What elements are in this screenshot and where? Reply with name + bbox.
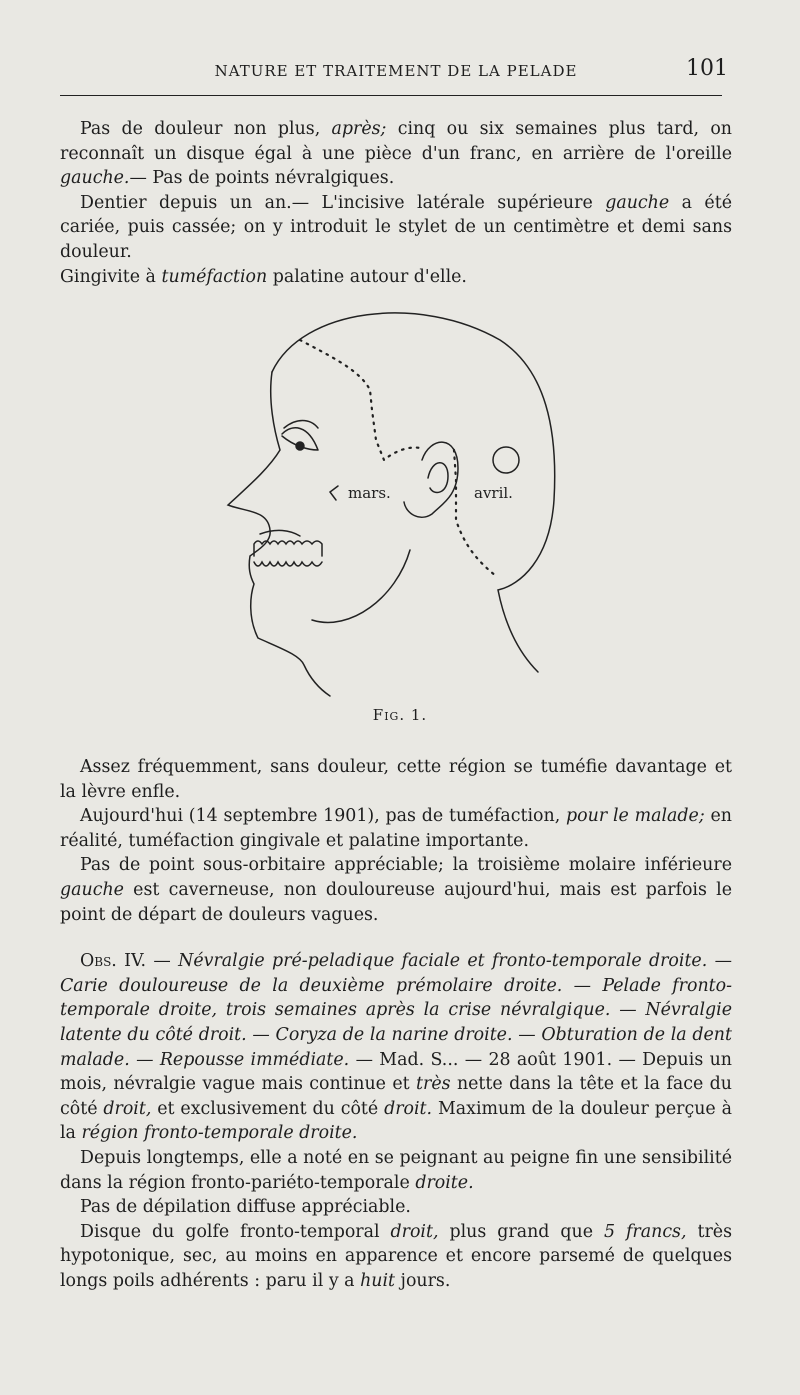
text-run: Pas de point sous-orbitaire appréciable; la troisième molaire inférieure [80,855,732,876]
text-run: et exclusivement du côté [151,1098,385,1119]
text-run: Maximum de la douleur perçue à la [60,1098,732,1144]
italic-run: droite. [415,1172,474,1193]
italic-run: région fronto-temporale droite. [81,1123,358,1144]
italic-run: droit, [103,1098,152,1119]
paragraph [60,804,732,853]
text-run: cinq ou six semaines plus tard, on reconnaît un disque égal à une pièce d'un franc, en arrière de l'oreille [60,119,732,164]
paragraph [60,191,732,265]
paragraph [60,1220,732,1294]
text-run: — [146,951,179,972]
page-number: 101 [686,56,728,81]
obs-label: Obs. IV. [80,951,147,972]
text-run: Pas de douleur non plus, [80,119,332,139]
paragraph [60,853,732,927]
paragraph [60,265,732,290]
text-run: très hypotonique, sec, au moins en apparence et encore parsemé de quelques longs poils adhérents : paru il y a [60,1221,732,1291]
italic-run: gauche [605,192,670,213]
paragraph: Assez fréquemment, sans douleur, cette région se tuméfie davantage et la lèvre enfle. [60,757,732,802]
text-run: Aujourd'hui (14 septembre 1901), pas de tuméfaction, [80,806,567,827]
paragraph [60,117,732,191]
italic-run: droit. [384,1098,433,1119]
text-run: palatine autour d'elle. [267,266,467,287]
ear [404,442,458,517]
paragraph: Pas de dépilation diffuse appréciable. [80,1197,411,1218]
italic-run: gauche [60,879,124,900]
italic-run: huit [360,1270,396,1291]
pelade-boundary-front [300,340,420,460]
italic-run: après; [331,119,387,139]
arrow-mark [330,486,338,500]
label-avril: avril. [474,484,513,502]
italic-run: pour le malade; [566,806,705,827]
text-run: Disque du golfe fronto-temporal [80,1221,391,1242]
text-run: plus grand que [438,1221,604,1242]
figure-caption: Fig. 1. [372,706,428,724]
jaw-line [312,550,410,622]
observation-paragraph [60,949,732,1146]
italic-run: tuméfaction [161,266,268,287]
eye-pupil [296,442,304,450]
face-profile [228,372,330,696]
text-run: nette dans la tête et la face du côté [60,1074,732,1119]
eyelid [284,421,318,429]
text-run: en réalité, tuméfaction gingivale et palatine importante. [60,806,732,851]
text-run: jours. [395,1270,451,1291]
text-run: — Mad. S... — 28 août 1901. — Depuis un mois, névralgie vague mais continue et [60,1049,732,1095]
italic-run: droit, [390,1221,439,1242]
running-title: NATURE ET TRAITEMENT DE LA PELADE [214,62,578,80]
italic-run: très [416,1074,451,1095]
text-block-bottom [60,755,732,1293]
italic-run: Névralgie pré-peladique faciale et fronto-temporale droite. — Carie douloureuse de la deuxième prémolaire droite. — Pelade fronto-temporale droite, trois semaines après la crise névralgique. — Névralgie latente du côté droit. — Coryza de la narine droite. — Obturation de la dent malade. — Repousse immédiate. [60,951,732,1070]
paragraph [60,1146,732,1195]
gum-line [260,530,300,536]
text-run: Gingivite à [60,266,162,287]
italic-run: 5 francs, [603,1221,687,1242]
header-rule [60,95,722,96]
pelade-boundary-back [454,450,496,576]
text-run: est caverneuse, non douloureuse aujourd'hui, mais est parfois le point de départ de douleurs vagues. [60,879,732,925]
page-header [60,58,732,88]
text-block-top [60,117,732,289]
text-run: Dentier depuis un an.— L'incisive latérale supérieure [80,192,606,213]
italic-run: gauche. [60,168,130,189]
lower-teeth [254,562,322,566]
upper-teeth [254,541,322,556]
pelade-disc [493,447,519,473]
text-run: a été cariée, puis cassée; on y introduit le stylet de un centimètre et demi sans douleur. [60,192,732,262]
label-mars: mars. [348,484,391,502]
text-run: — Pas de points névralgiques. [129,168,395,189]
text-run: Depuis longtemps, elle a noté en se peignant au peigne fin une sensibilité dans la région fronto-pariéto-temporale [60,1147,732,1193]
head-profile-figure [220,300,560,700]
